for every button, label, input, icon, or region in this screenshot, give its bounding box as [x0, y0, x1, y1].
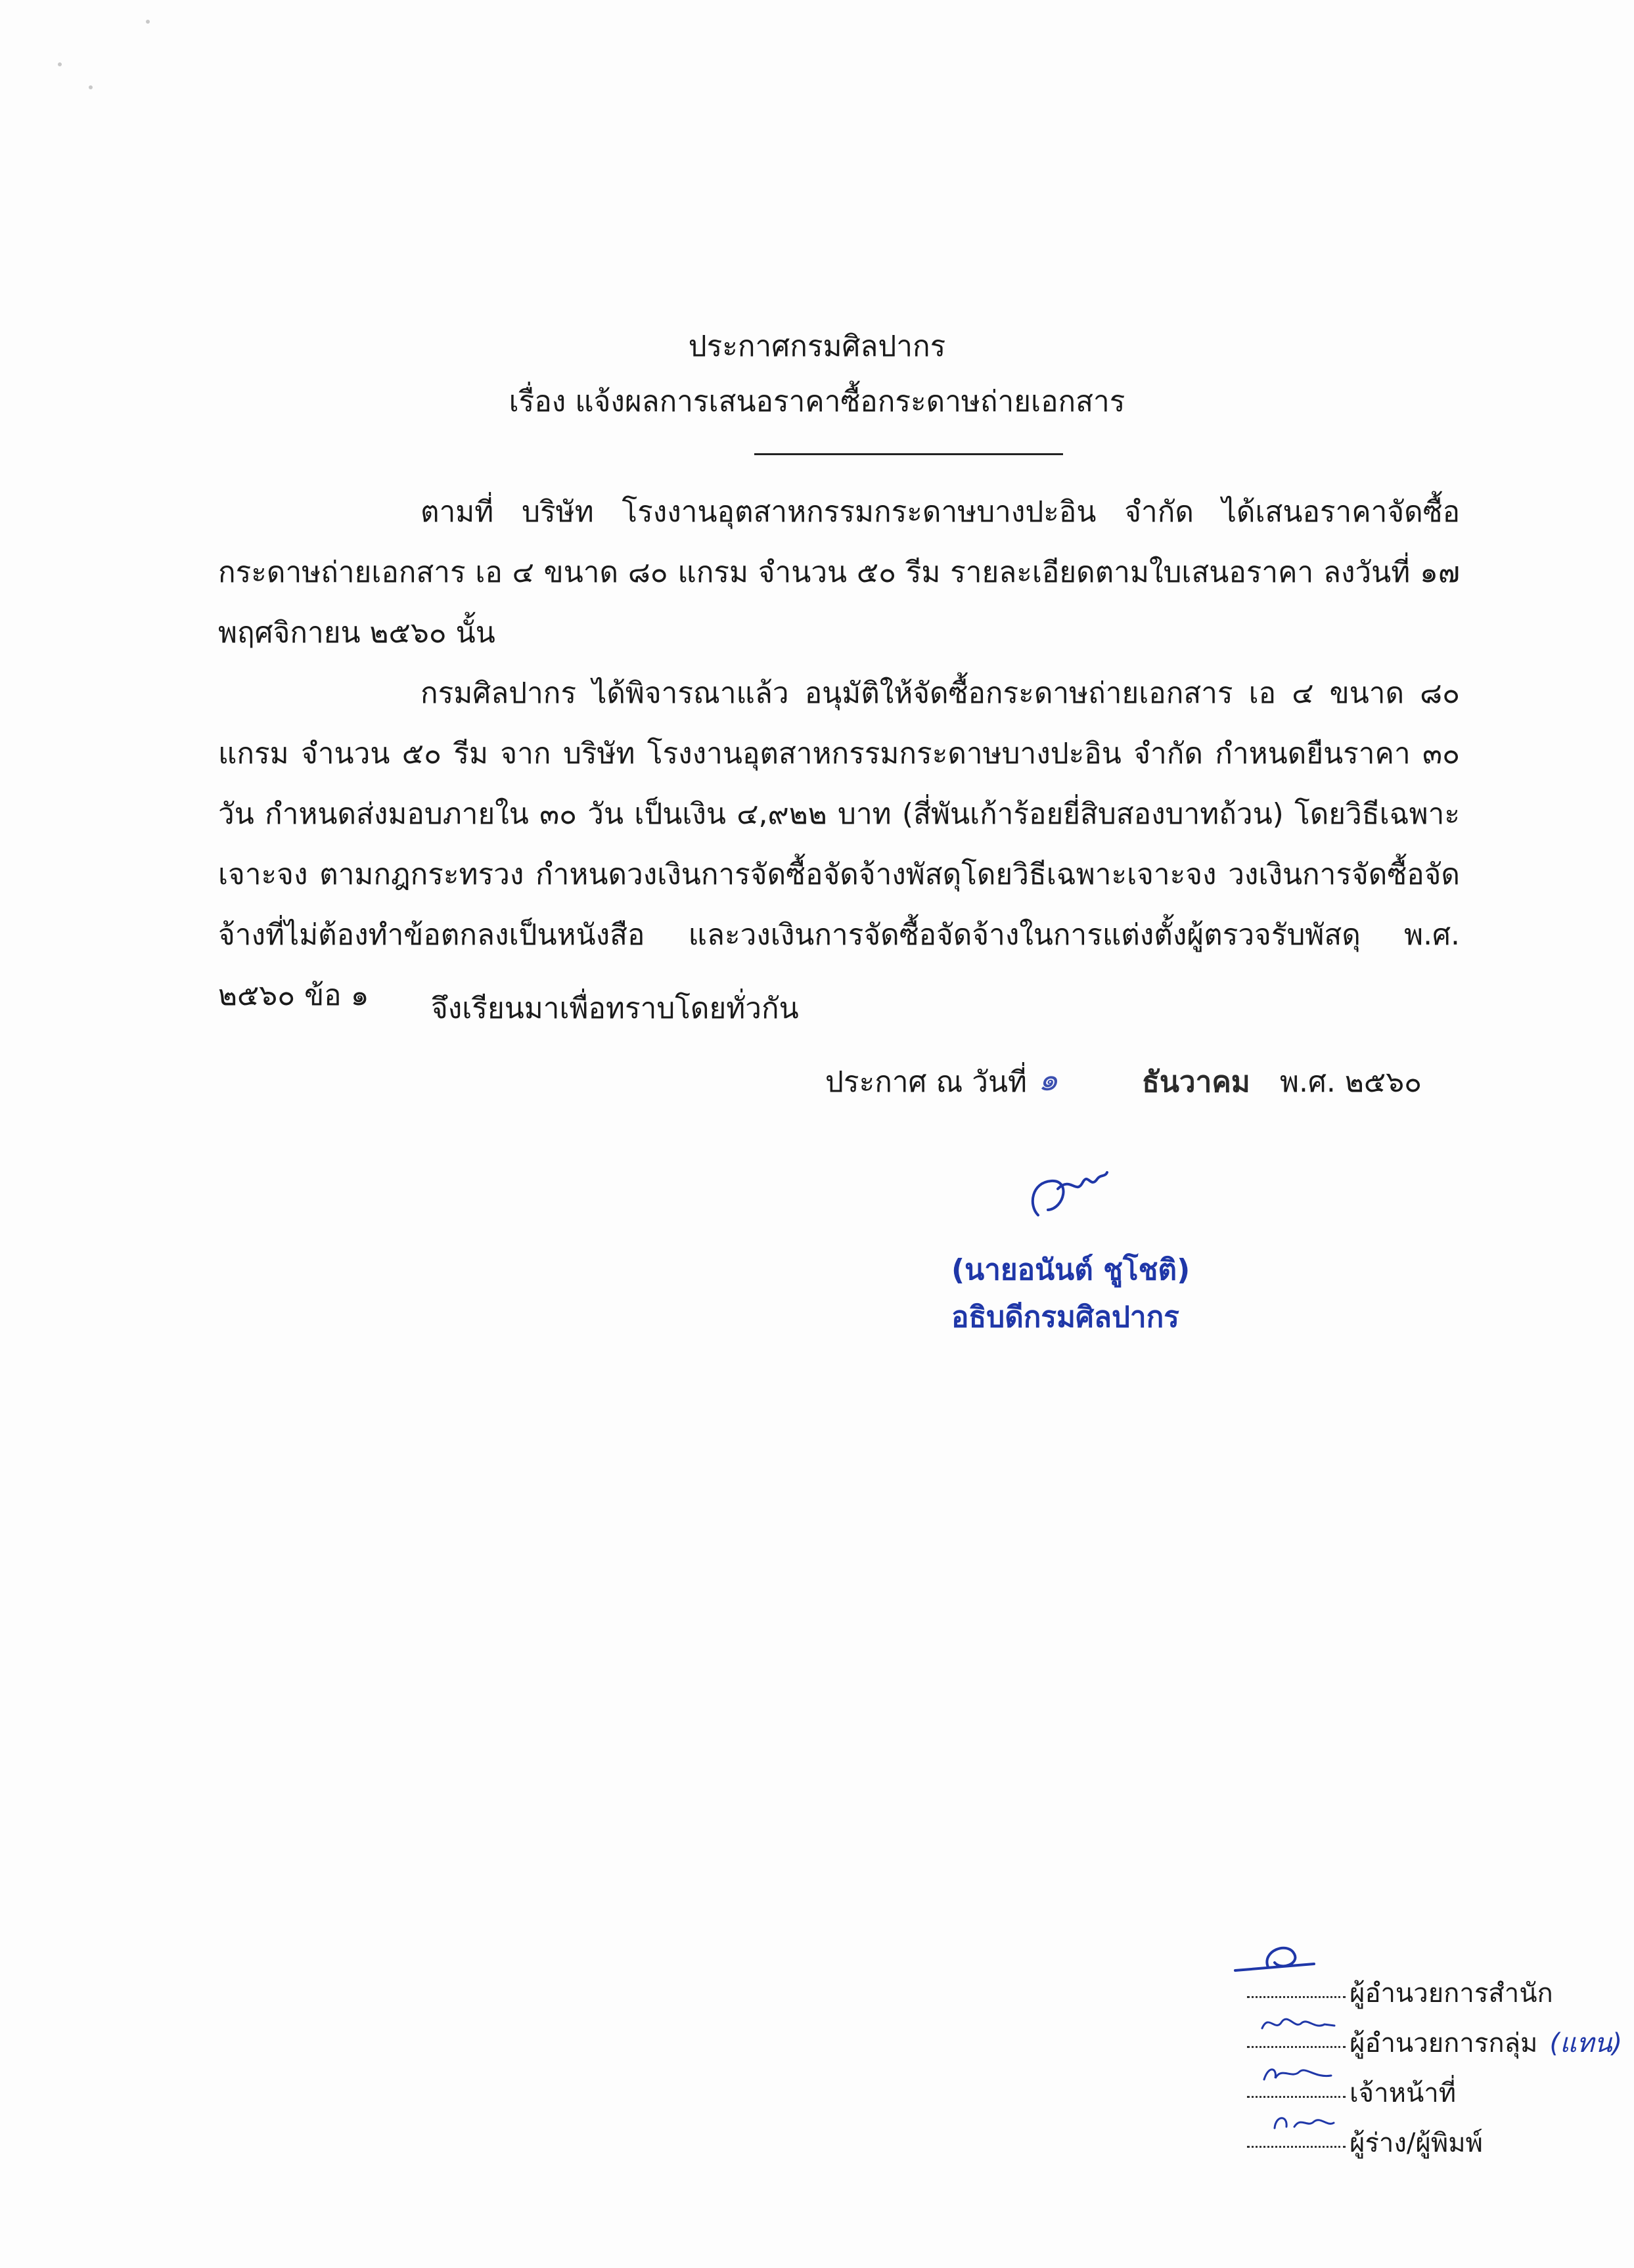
director-signature: [1025, 1169, 1110, 1228]
initial-role: ผู้อำนวยการสำนัก: [1350, 1978, 1553, 2009]
initial-role: ผู้ร่าง/ผู้พิมพ์: [1350, 2128, 1483, 2158]
date-year: พ.ศ. ๒๕๖๐: [1280, 1065, 1422, 1099]
scan-speck: [58, 62, 62, 66]
signatory-name: (นายอนันต์ ชูโชติ): [951, 1253, 1191, 1287]
scan-speck: [146, 20, 150, 24]
date-prefix: ประกาศ ณ วันที่: [825, 1065, 1028, 1099]
initial-mark-drafter: [1268, 2108, 1340, 2135]
initial-dotted-line: [1247, 2096, 1346, 2098]
date-day-handwritten: ๑: [1038, 1061, 1058, 1098]
body-paragraph-1: ตามที่ บริษัท โรงงานอุตสาหกรรมกระดาษบางปะอิน จำกัด ได้เสนอราคาจัดซื้อกระดาษถ่ายเอกสาร เอ ๔ ขนาด ๘๐ แกรม จำนวน ๕๐ รีม รายละเอียดตามใบเสนอราคา ลงวันที่ ๑๗ พฤศจิกายน ๒๕๖๐ นั้น: [218, 495, 1460, 650]
initial-mark-director: [1229, 1938, 1327, 1984]
initial-note: (แทน): [1549, 2028, 1623, 2058]
initial-dotted-line: [1247, 2146, 1346, 2148]
announcement-agency: ประกาศกรมศิลปากร: [688, 330, 946, 363]
initial-dotted-line: [1247, 2046, 1346, 2048]
announcement-subject: เรื่อง แจ้งผลการเสนอราคาซื้อกระดาษถ่ายเอกสาร: [509, 385, 1125, 418]
body-paragraph-2: กรมศิลปากร ได้พิจารณาแล้ว อนุมัติให้จัดซื้อกระดาษถ่ายเอกสาร เอ ๔ ขนาด ๘๐ แกรม จำนวน ๕๐ รีม จาก บริษัท โรงงานอุตสาหกรรมกระดาษบางปะอิน จำกัด กำหนดยืนราคา ๓๐ วัน กำหนดส่งมอบภายใน ๓๐ วัน เป็นเงิน ๔,๙๒๒ บาท (สี่พันเก้าร้อยยี่สิบสองบาทถ้วน) โดยวิธีเฉพาะเจาะจง ตามกฎกระทรวง กำหนดวงเงินการจัดซื้อจัดจ้างพัสดุโดยวิธีเฉพาะเจาะจง วงเงินการจัดซื้อจัดจ้างที่ไม่ต้องทำข้อตกลงเป็นหนังสือ และวงเงินการจัดซื้อจัดจ้างในการแต่งตั้งผู้ตรวจรับพัสดุ พ.ศ. ๒๕๖๐ ข้อ ๑: [218, 677, 1460, 1012]
signatory-position: อธิบดีกรมศิลปากร: [951, 1301, 1179, 1334]
initial-mark-officer: [1259, 2060, 1338, 2086]
closing-line: จึงเรียนมาเพื่อทราบโดยทั่วกัน: [431, 992, 799, 1025]
scan-speck: [89, 85, 93, 89]
initial-mark-group-director: [1259, 2010, 1338, 2036]
initial-dotted-line: [1247, 1996, 1346, 1998]
initial-role: ผู้อำนวยการกลุ่ม: [1350, 2028, 1538, 2058]
header-divider: [754, 453, 1063, 455]
date-month-stamp: ธันวาคม: [1142, 1065, 1250, 1099]
initial-role: เจ้าหน้าที่: [1350, 2078, 1457, 2108]
